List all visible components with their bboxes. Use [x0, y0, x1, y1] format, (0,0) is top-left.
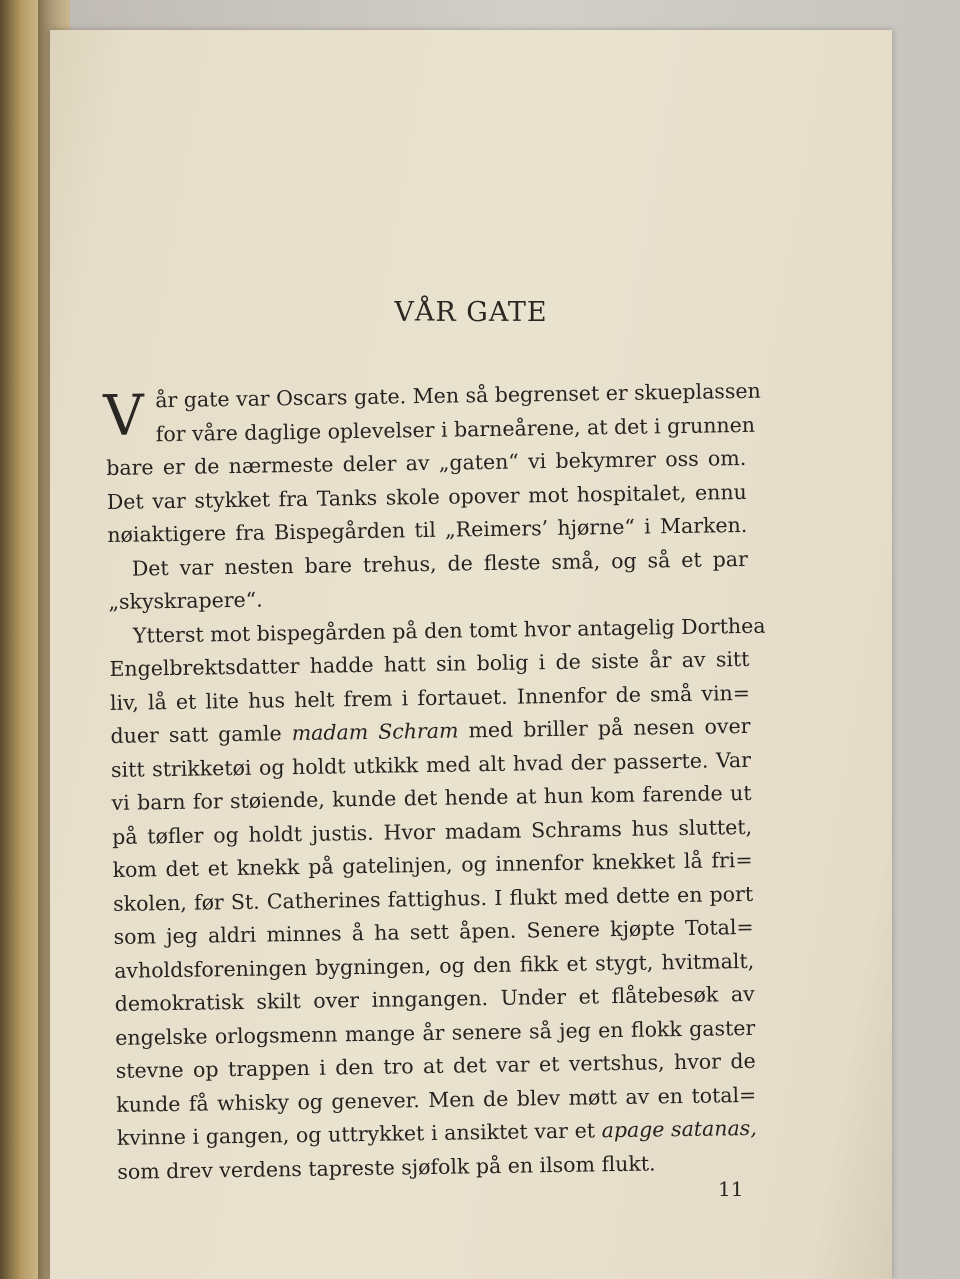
drop-cap: V — [102, 383, 145, 450]
text-line: på tøfler og holdt justis. Hvor madam Schrams hus sluttet, — [111, 814, 753, 849]
text-line: Det var stykket fra Tanks skole opover mot hospitalet, ennu — [106, 479, 747, 514]
text-line: duer satt gamle madam Schram med briller på nesen over — [110, 713, 751, 748]
text-line: vi barn for støiende, kunde det hende at hun kom farende ut — [111, 780, 752, 815]
page-number: 11 — [718, 1177, 744, 1201]
text-line: bare er de nærmeste deler av „gaten“ vi bekymrer oss om. — [106, 445, 747, 480]
text-line: som jeg aldri minnes å ha sett åpen. Senere kjøpte Total= — [113, 914, 754, 949]
italic-name: madam Schram — [291, 718, 459, 746]
italic-phrase: apage satanas, — [601, 1115, 757, 1143]
text-line: kunde få whisky og genever. Men de blev møtt av en total= — [116, 1082, 757, 1117]
text-line: skolen, før St. Catherines fattighus. I flukt med dette en port — [112, 881, 754, 916]
text-line: demokratisk skilt over inngangen. Under et flåtebesøk av — [114, 981, 755, 1016]
text-line: stevne op trappen i den tro at det var et vertshus, hvor de — [115, 1048, 756, 1083]
book-page — [50, 30, 892, 1279]
text-line: som drev verdens tapreste sjøfolk på en ilsom flukt. — [117, 1150, 656, 1184]
text-line: Engelbrektsdatter hadde hatt sin bolig i de siste år av sitt — [109, 646, 750, 681]
text-line: „skyskrapere“. — [108, 587, 263, 614]
text-line: år gate var Oscars gate. Men så begrenset er skueplassen — [155, 378, 761, 413]
text-line: Det var nesten bare trehus, de fleste små, og så et par — [131, 546, 748, 581]
text-line: engelske orlogsmenn mange år senere så jeg en flokk gaster — [115, 1015, 756, 1050]
body-text — [102, 375, 766, 1189]
text-line: avholdsforeningen bygningen, og den fikk et stygt, hvitmalt, — [114, 948, 755, 983]
text-line: kvinne i gangen, og uttrykket i ansiktet var et apage satanas, — [116, 1115, 757, 1150]
text-line: Ytterst mot bispegården på den tomt hvor antagelig Dorthea — [132, 613, 766, 648]
text-line: liv, lå et lite hus helt frem i fortauet. Innenfor de små vin= — [109, 680, 751, 715]
text-line: nøiaktigere fra Bispegården til „Reimers’ hjørne“ i Marken. — [107, 512, 748, 547]
chapter-title: VÅR GATE — [394, 297, 548, 328]
text-line: kom det et knekk på gatelinjen, og innenfor knekket lå fri= — [112, 847, 753, 882]
text-line: sitt strikketøi og holdt utkikk med alt hvad der passerte. Var — [110, 747, 752, 782]
text-line: for våre daglige oplevelser i barneårene, at det i grunnen — [155, 412, 756, 446]
